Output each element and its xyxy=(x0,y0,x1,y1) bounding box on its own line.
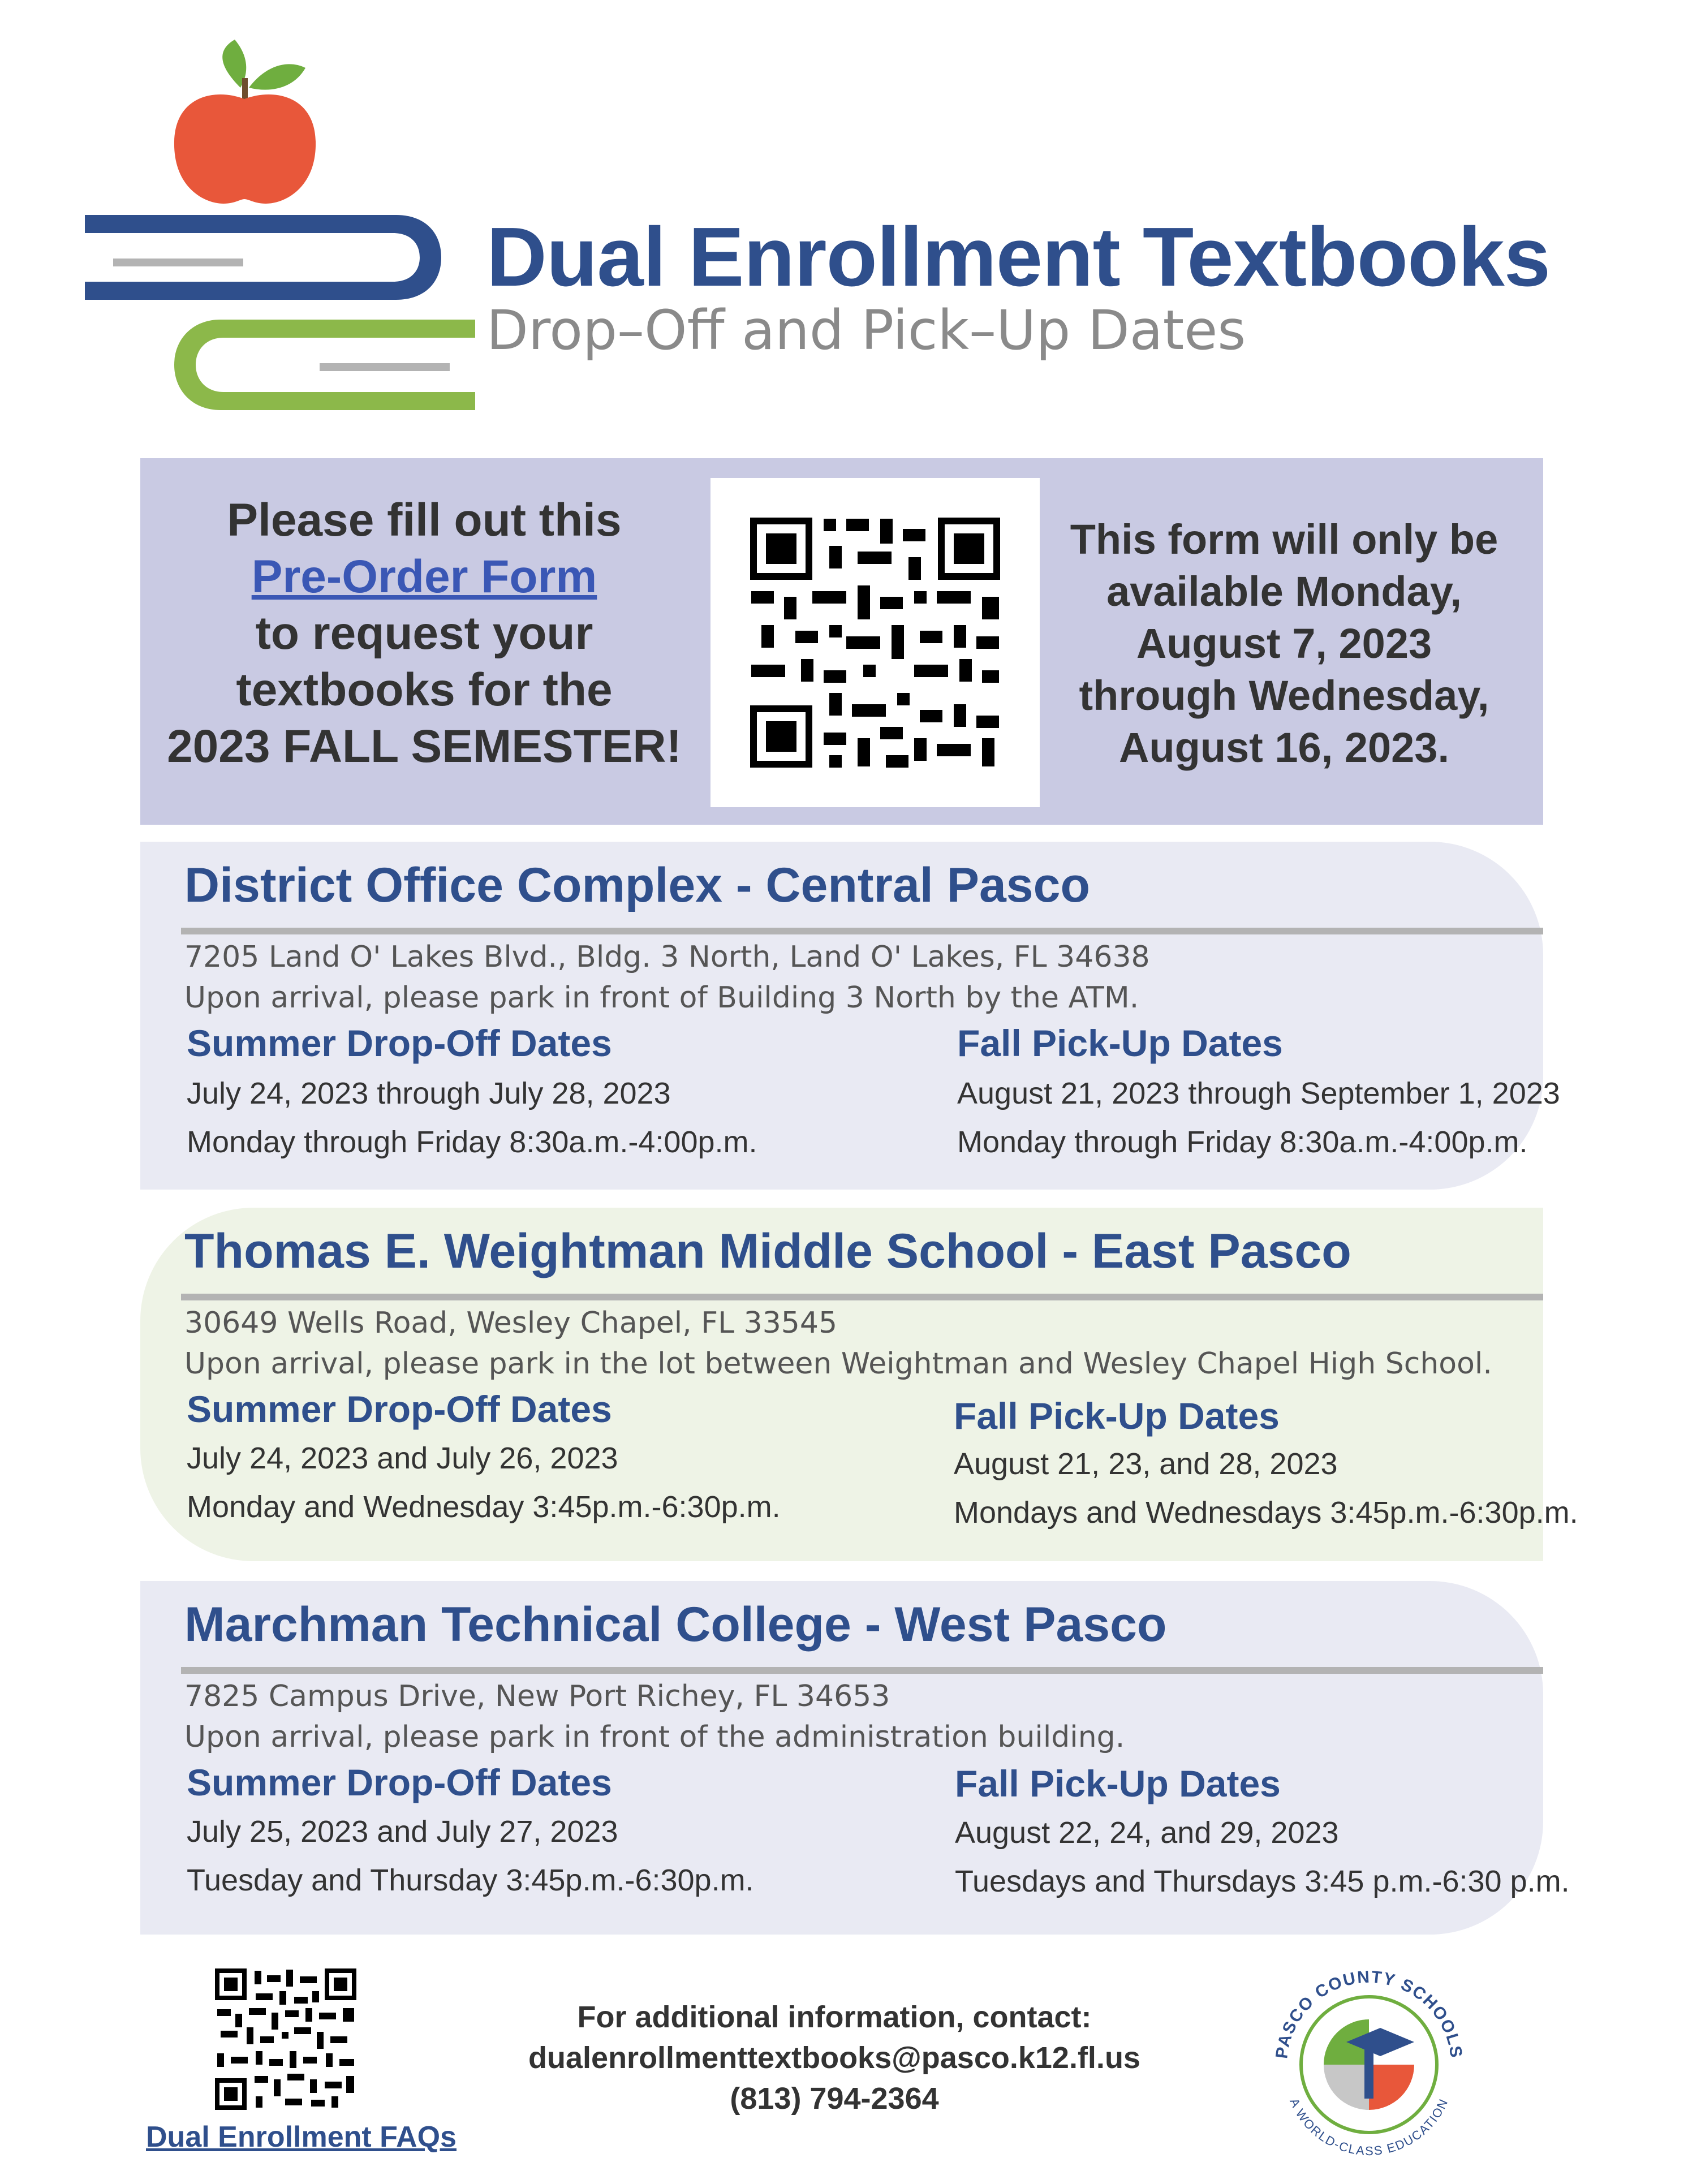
faq-qr-card[interactable] xyxy=(215,1968,356,2110)
page-subtitle: Drop–Off and Pick–Up Dates xyxy=(486,299,1246,362)
location-address xyxy=(184,1676,1125,1757)
address-line: 30649 Wells Road, Wesley Chapel, FL 33545 xyxy=(184,1306,838,1340)
pickup-heading: Fall Pick-Up Dates xyxy=(955,1763,1281,1804)
availability-line-3: August 7, 2023 xyxy=(1136,620,1432,667)
location-title: Marchman Technical College - West Pasco xyxy=(184,1597,1167,1652)
availability-line-2: available Monday, xyxy=(1106,568,1462,615)
pickup-dates: August 21, 23, and 28, 2023 xyxy=(954,1447,1338,1481)
availability-line-1: This form will only be xyxy=(1070,516,1498,563)
preorder-line-5: 2023 FALL SEMESTER! xyxy=(167,721,682,772)
dropoff-heading: Summer Drop-Off Dates xyxy=(187,1761,612,1803)
divider xyxy=(181,1667,1543,1674)
location-card-west xyxy=(140,1581,1570,1935)
location-card-central xyxy=(140,842,1560,1190)
dropoff-heading: Summer Drop-Off Dates xyxy=(187,1022,612,1064)
contact-email[interactable]: dualenrollmenttextbooks@pasco.k12.fl.us xyxy=(528,2041,1140,2075)
location-address xyxy=(184,1303,1492,1384)
preorder-message xyxy=(141,492,707,775)
pickup-dates: August 21, 2023 through September 1, 2023 xyxy=(957,1076,1560,1110)
address-line: 7825 Campus Drive, New Port Richey, FL 34653 xyxy=(184,1679,890,1713)
preorder-line-3: to request your xyxy=(255,608,593,659)
contact-phone: (813) 794-2364 xyxy=(730,2082,939,2116)
parking-note: Upon arrival, please park in the lot between Weightman and Wesley Chapel High School. xyxy=(184,1347,1492,1381)
parking-note: Upon arrival, please park in front of Building 3 North by the ATM. xyxy=(184,981,1139,1015)
preorder-qr-code-icon xyxy=(710,478,1040,807)
location-title: District Office Complex - Central Pasco xyxy=(184,858,1090,912)
seal-top-text: PASCO COUNTY SCHOOLS xyxy=(1272,1967,1466,2060)
dropoff-dates: July 24, 2023 through July 28, 2023 xyxy=(187,1076,671,1110)
preorder-line-4: textbooks for the xyxy=(236,664,613,716)
pasco-county-schools-seal xyxy=(1261,1957,1476,2172)
pickup-hours: Tuesdays and Thursdays 3:45 p.m.-6:30 p.m. xyxy=(955,1864,1570,1898)
preorder-form-link[interactable]: Pre-Order Form xyxy=(251,551,597,602)
dropoff-dates: July 25, 2023 and July 27, 2023 xyxy=(187,1815,618,1849)
dropoff-heading: Summer Drop-Off Dates xyxy=(187,1388,612,1430)
availability-line-5: August 16, 2023. xyxy=(1118,724,1449,771)
parking-note: Upon arrival, please park in front of the administration building. xyxy=(184,1720,1125,1754)
faq-link[interactable]: Dual Enrollment FAQs xyxy=(146,2121,457,2153)
pickup-hours: Monday through Friday 8:30a.m.-4:00p.m. xyxy=(957,1125,1528,1159)
availability-notice xyxy=(1063,514,1505,774)
pickup-hours: Mondays and Wednesdays 3:45p.m.-6:30p.m. xyxy=(954,1496,1578,1530)
faq-qr-code-icon xyxy=(215,1968,356,2110)
dropoff-hours: Monday through Friday 8:30a.m.-4:00p.m. xyxy=(187,1125,757,1159)
divider xyxy=(181,1294,1543,1300)
pickup-heading: Fall Pick-Up Dates xyxy=(954,1395,1280,1437)
location-address xyxy=(184,937,1150,1018)
dropoff-hours: Monday and Wednesday 3:45p.m.-6:30p.m. xyxy=(187,1490,781,1524)
contact-block xyxy=(509,1997,1160,2119)
location-card-east xyxy=(140,1208,1578,1561)
location-title: Thomas E. Weightman Middle School - East Pasco xyxy=(184,1224,1351,1278)
dropoff-hours: Tuesday and Thursday 3:45p.m.-6:30p.m. xyxy=(187,1863,754,1897)
preorder-line-1: Please fill out this xyxy=(227,494,622,546)
apple-books-logo xyxy=(79,34,486,430)
pickup-dates: August 22, 24, and 29, 2023 xyxy=(955,1816,1339,1850)
availability-line-4: through Wednesday, xyxy=(1079,672,1489,719)
dropoff-dates: July 24, 2023 and July 26, 2023 xyxy=(187,1441,618,1475)
seal-bottom-text: A WORLD-CLASS EDUCATION xyxy=(1287,2096,1451,2159)
page-title: Dual Enrollment Textbooks xyxy=(486,210,1551,304)
divider xyxy=(181,928,1543,934)
preorder-qr-card[interactable] xyxy=(710,478,1040,807)
contact-label: For additional information, contact: xyxy=(577,2000,1092,2034)
address-line: 7205 Land O' Lakes Blvd., Bldg. 3 North, Land O' Lakes, FL 34638 xyxy=(184,940,1150,974)
pickup-heading: Fall Pick-Up Dates xyxy=(957,1022,1283,1064)
